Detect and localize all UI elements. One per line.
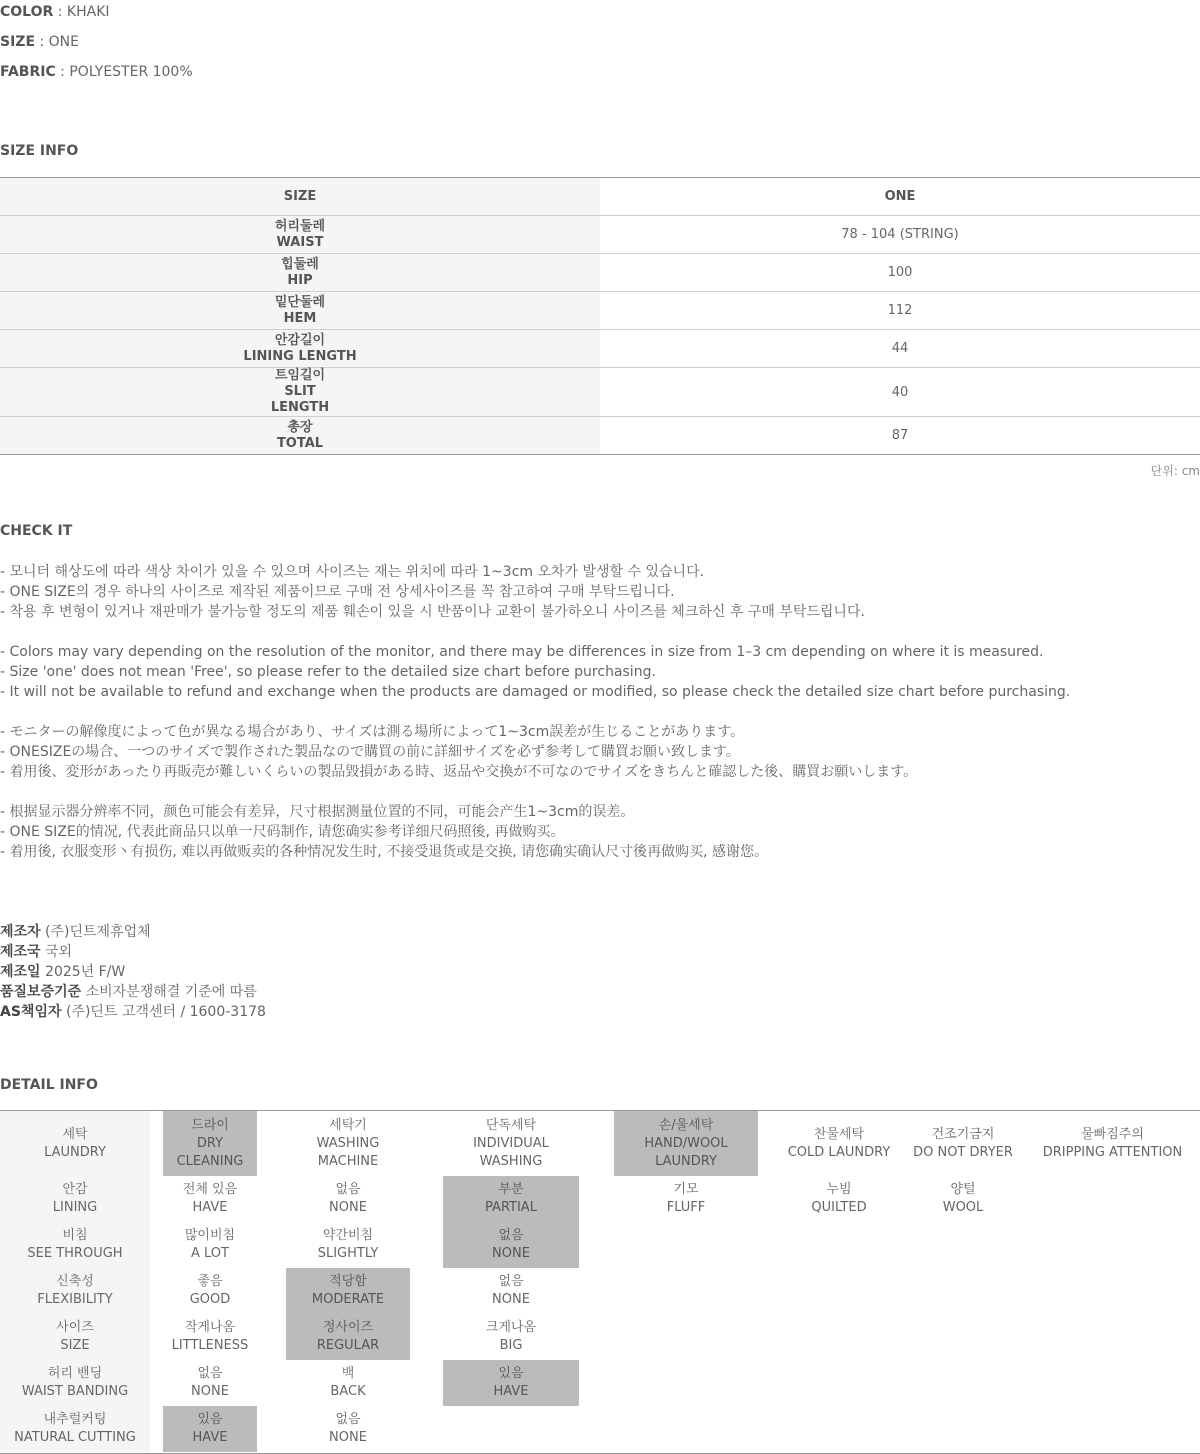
detail-en-text: LAUNDRY [44,1144,106,1160]
detail-ko-text: 부분 [498,1182,524,1197]
size-row-ko: 밑단둘레 [274,294,326,310]
table-row [0,330,1200,368]
detail-option [443,1314,579,1360]
maker-info-row [0,962,266,982]
detail-table [0,1110,1200,1454]
detail-option [286,1111,410,1176]
detail-ko-text: 없음 [197,1366,223,1381]
size-row-label [0,417,600,455]
table-row [0,216,1200,254]
detail-en-text: COLD LAUNDRY [787,1144,891,1160]
detail-option-selected [443,1360,579,1406]
color-label: COLOR [0,4,54,20]
size-row-ko: 총장 [287,419,313,435]
detail-option-selected [163,1406,257,1452]
detail-en-text: WAIST BANDING [21,1384,129,1399]
detail-ko-text: 세탁기 [329,1117,367,1133]
detail-option [163,1360,257,1406]
detail-ko-text: 없음 [335,1412,361,1427]
detail-en-text: HAVE [192,1430,228,1445]
detail-ko-text: 있음 [197,1412,223,1427]
size-header-label: SIZE [0,178,600,216]
detail-en-text: LITTLENESS [171,1338,249,1353]
maker-info-value: 2025년 F/W [45,964,126,980]
size-row-en: HIP [287,272,313,288]
note-line: - Size 'one' does not mean 'Free', so please refer to the detailed size chart before purchasing. [0,664,656,680]
maker-info-value: 국외 [45,944,73,960]
detail-option-selected [443,1176,579,1222]
size-row-value: 100 [600,254,1200,292]
detail-en-text: INDIVIDUAL WASHING [473,1135,549,1169]
size-table [0,177,1200,455]
detail-option [443,1268,579,1314]
unit-note: 단위: cm [1150,464,1200,478]
size-row-label [0,216,600,254]
detail-en-text: DRY CLEANING [176,1135,244,1169]
size-row-en: WAIST [276,234,324,250]
detail-option [614,1176,758,1222]
size-row-en: LINING LENGTH [243,348,357,364]
detail-option-selected [286,1268,410,1314]
maker-info-row [0,1002,266,1022]
detail-ko-text: 손/울세탁 [658,1117,714,1133]
detail-ko-text: 허리 밴딩 [47,1366,103,1381]
detail-ko-text: 많이비침 [184,1228,236,1243]
size-table-header [0,178,1200,216]
detail-option [286,1406,410,1452]
detail-ko-text: 있음 [498,1366,524,1381]
color-value: KHAKI [66,4,110,20]
detail-en-text: WOOL [942,1200,984,1215]
detail-option [443,1111,579,1176]
detail-option [770,1111,908,1176]
detail-en-text: REGULAR [316,1338,380,1353]
color-line: COLOR : KHAKI [0,4,110,20]
detail-option-selected [614,1111,758,1176]
detail-ko-text: 세탁 [62,1126,88,1142]
note-line: - 着用後, 衣服变形丶有损伤, 难以再做贩卖的各种情况发生时, 不接受退货或是交换, 请您确实确认尺寸後再做购买, 感谢您。 [0,844,769,860]
maker-info-value: 소비자분쟁해결 기준에 따름 [85,984,257,1000]
detail-en-text: BIG [499,1338,523,1353]
detail-attribute-label [0,1111,150,1176]
size-row-value: 44 [600,330,1200,368]
detail-ko-text: 내추럴커팅 [43,1412,107,1427]
detail-en-text: NONE [329,1430,367,1445]
note-line: - 根据显示器分辨率不同，颜色可能会有差异，尺寸根据测量位置的不同，可能会产生1~3cm的误差。 [0,804,635,820]
detail-en-text: SIZE [60,1338,90,1353]
maker-info-row [0,942,266,962]
detail-ko-text: 정사이즈 [322,1320,374,1335]
detail-attribute-label [0,1360,150,1406]
size-row-ko: 트임길이 [274,368,326,383]
check-it-title: CHECK IT [0,523,73,539]
note-line: - モニターの解像度によって色が異なる場合があり、サイズは測る場所によって1~3cm誤差が生じることがあります。 [0,724,745,740]
detail-ko-text: 백 [341,1366,355,1381]
detail-attribute-label [0,1314,150,1360]
size-row-en: HEM [283,310,317,326]
note-line: - It will not be available to refund and exchange when the products are damaged or modified, so please check the detailed size chart before purchasing. [0,684,1071,700]
detail-option [770,1176,908,1222]
fabric-line: FABRIC : POLYESTER 100% [0,64,193,80]
detail-en-text: HAVE [493,1384,529,1399]
maker-info-value: (주)딘트제휴업체 [45,924,151,940]
detail-option [1030,1111,1195,1176]
detail-ko-text: 없음 [335,1182,361,1197]
size-row-value: 87 [600,417,1200,455]
detail-option [163,1314,257,1360]
detail-ko-text: 찬물세탁 [813,1126,865,1142]
detail-ko-text: 물빠짐주의 [1081,1126,1144,1142]
detail-en-text: HAVE [192,1200,228,1215]
detail-option [163,1222,257,1268]
detail-option-selected [163,1111,257,1176]
detail-ko-text: 사이즈 [56,1320,94,1335]
detail-en-text: NONE [191,1384,229,1399]
detail-en-text: DRIPPING ATTENTION [1042,1144,1183,1160]
fabric-value: POLYESTER 100% [69,64,193,80]
detail-en-text: PARTIAL [485,1200,537,1215]
detail-option-selected [286,1314,410,1360]
detail-option [163,1176,257,1222]
maker-info-label: 제조국 [0,944,41,960]
detail-attribute-label [0,1268,150,1314]
detail-info-title: DETAIL INFO [0,1077,98,1093]
detail-en-text: BACK [330,1384,366,1399]
detail-en-text: GOOD [189,1292,231,1307]
detail-ko-text: 신축성 [56,1274,94,1289]
detail-ko-text: 누빔 [826,1182,852,1197]
detail-option [286,1176,410,1222]
detail-en-text: HAND/WOOL LAUNDRY [644,1135,728,1169]
fabric-label: FABRIC [0,64,56,80]
detail-en-text: A LOT [191,1246,229,1261]
size-row-value: 78 - 104 (STRING) [600,216,1200,254]
detail-ko-text: 없음 [498,1228,524,1243]
detail-option [908,1111,1018,1176]
size-value: ONE [48,34,79,50]
size-label: SIZE [0,34,36,50]
size-row-label [0,368,600,417]
size-info-title: SIZE INFO [0,143,79,159]
maker-info-row [0,922,266,942]
size-row-ko: 힙둘레 [281,256,319,272]
detail-ko-text: 없음 [498,1274,524,1289]
detail-ko-text: 양털 [950,1182,976,1197]
table-row [0,292,1200,330]
detail-ko-text: 기모 [673,1182,699,1197]
note-line: - ONESIZEの場合、一つのサイズで製作された製品なので購買の前に詳細サイズを必ず参考して購買お願い致します。 [0,744,740,760]
note-gap [0,702,1200,722]
detail-option [286,1360,410,1406]
size-row-value: 40 [600,368,1200,417]
size-row-en: SLIT LENGTH [270,384,330,415]
note-line: - Colors may vary depending on the resolution of the monitor, and there may be differences in size from 1–3 cm depending on where it is measured. [0,644,1044,660]
size-row-label [0,292,600,330]
size-line: SIZE : ONE [0,34,79,50]
note-line: - 모니터 해상도에 따라 색상 차이가 있을 수 있으며 사이즈는 재는 위치에 따라 1~3cm 오차가 발생할 수 있습니다. [0,564,705,580]
detail-ko-text: 약간비침 [322,1228,374,1243]
detail-ko-text: 크게나옴 [485,1320,537,1335]
maker-info-label: 품질보증기준 [0,984,82,1000]
detail-en-text: NATURAL CUTTING [14,1430,136,1445]
table-row [0,368,1200,417]
size-row-ko: 안감길이 [274,332,326,348]
note-gap [0,782,1200,802]
detail-option-selected [443,1222,579,1268]
detail-option [908,1176,1018,1222]
note-line: - ONE SIZE的情况, 代表此商品只以单一尺码制作, 请您确实参考详细尺码照後, 再做购买。 [0,824,565,840]
detail-ko-text: 단독세탁 [485,1117,537,1133]
detail-en-text: QUILTED [811,1200,867,1215]
table-row [0,417,1200,455]
size-row-ko: 허리둘레 [274,218,326,234]
detail-ko-text: 드라이 [191,1117,229,1133]
detail-en-text: NONE [492,1246,530,1261]
detail-ko-text: 비침 [62,1228,88,1243]
detail-en-text: SEE THROUGH [27,1246,123,1261]
note-line: - 着用後、変形があったり再販売が難しいくらいの製品毀損がある時、返品や交換が不可なのでサイズをきちんと確認した後、購買お願いします。 [0,764,918,780]
detail-en-text: DO NOT DRYER [913,1144,1013,1160]
detail-en-text: SLIGHTLY [317,1246,379,1261]
detail-attribute-label [0,1406,150,1452]
detail-ko-text: 작게나옴 [184,1320,236,1335]
detail-ko-text: 전체 있음 [182,1182,238,1197]
detail-option [286,1222,410,1268]
detail-en-text: FLEXIBILITY [37,1292,113,1307]
detail-attribute-label [0,1222,150,1268]
size-row-label [0,330,600,368]
detail-attribute-label [0,1176,150,1222]
maker-info-row [0,982,266,1002]
detail-en-text: NONE [492,1292,530,1307]
size-row-value: 112 [600,292,1200,330]
detail-en-text: NONE [329,1200,367,1215]
detail-en-text: WASHING MACHINE [316,1135,380,1169]
maker-info [0,922,266,1022]
size-header-value: ONE [600,178,1200,216]
detail-en-text: LINING [52,1200,98,1215]
size-row-en: TOTAL [276,435,324,451]
detail-ko-text: 적당함 [329,1274,367,1289]
detail-option [163,1268,257,1314]
detail-ko-text: 건조기금지 [931,1126,995,1142]
detail-ko-text: 좋음 [197,1274,223,1289]
note-gap [0,622,1200,642]
table-row [0,254,1200,292]
maker-info-label: 제조자 [0,924,41,940]
size-row-label [0,254,600,292]
maker-info-label: AS책임자 [0,1004,62,1020]
detail-ko-text: 안감 [62,1182,88,1197]
note-line: - 착용 후 변형이 있거나 재판매가 불가능할 정도의 제품 훼손이 있을 시 반품이나 교환이 불가하오니 사이즈를 체크하신 후 구매 부탁드립니다. [0,604,865,620]
maker-info-label: 제조일 [0,964,41,980]
note-line: - ONE SIZE의 경우 하나의 사이즈로 제작된 제품이므로 구매 전 상세사이즈를 꼭 참고하여 구매 부탁드립니다. [0,584,675,600]
detail-en-text: MODERATE [311,1292,385,1307]
check-it-notes [0,562,1200,862]
maker-info-value: (주)딘트 고객센터 / 1600-3178 [65,1004,266,1020]
detail-en-text: FLUFF [666,1200,706,1215]
